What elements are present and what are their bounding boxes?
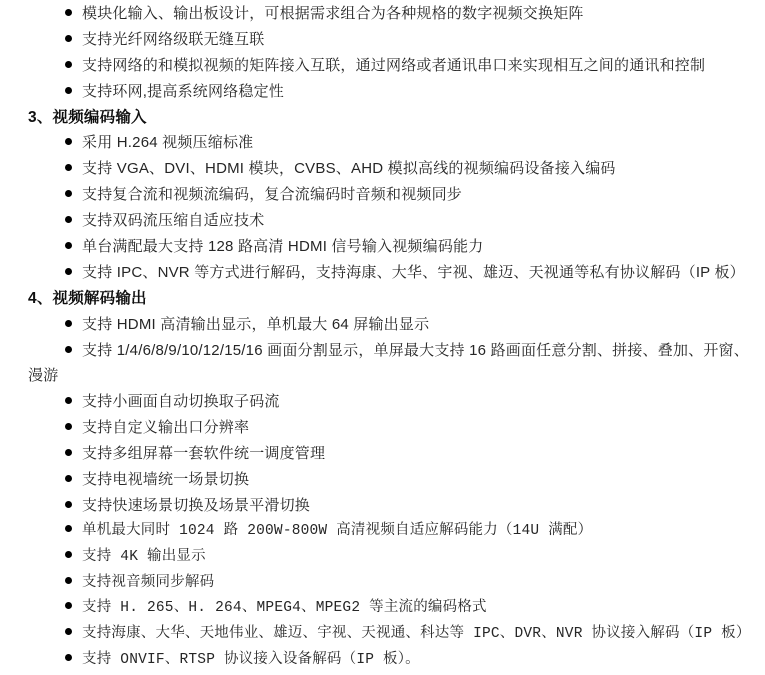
bullet-item (0, 389, 765, 415)
bullet-item (0, 27, 765, 53)
line-text: 支持电视墙统一场景切换 (82, 471, 250, 489)
line-text: 支持网络的和模拟视频的矩阵接入互联，通过网络或者通讯串口来实现相互之间的通讯和控制 (82, 56, 706, 74)
line-text: 漫游 (28, 367, 59, 385)
bullet-icon (65, 87, 72, 94)
bullet-item (0, 338, 765, 364)
bullet-icon (65, 475, 72, 482)
bullet-item (0, 571, 765, 597)
bullet-item (0, 622, 765, 648)
line-text: 支持 HDMI 高清输出显示，单机最大 64 屏输出显示 (82, 315, 430, 333)
bullet-icon (65, 320, 72, 327)
line-text: 支持 4K 输出显示 (82, 548, 206, 565)
line-text: 支持快速场景切换及场景平滑切换 (82, 496, 311, 514)
bullet-icon (65, 577, 72, 584)
bullet-icon (65, 190, 72, 197)
line-text: 单台满配最大支持 128 路高清 HDMI 信号输入视频编码能力 (82, 238, 484, 256)
bullet-item (0, 596, 765, 622)
bullet-icon (65, 242, 72, 249)
line-text: 单机最大同时 1024 路 200W-800W 高清视频自适应解码能力（14U 满配） (82, 522, 593, 539)
bullet-icon (65, 216, 72, 223)
bullet-item (0, 519, 765, 545)
bullet-item (0, 648, 765, 674)
line-text: 支持 H. 265、H. 264、MPEG4、MPEG2 等主流的编码格式 (82, 600, 487, 617)
bullet-icon (65, 268, 72, 275)
bullet-icon (65, 397, 72, 404)
bullet-icon (65, 35, 72, 42)
bullet-item (0, 208, 765, 234)
line-text: 支持复合流和视频流编码，复合流编码时音频和视频同步 (82, 186, 463, 204)
bullet-item (0, 415, 765, 441)
bullet-item (0, 1, 765, 27)
line-text: 支持海康、大华、天地伟业、雄迈、宇视、天视通、科达等 IPC、DVR、NVR 协议接入解码（IP 板） (82, 626, 751, 643)
line-text: 支持多组屏幕一套软件统一调度管理 (82, 445, 326, 463)
bullet-icon (65, 525, 72, 532)
line-text: 支持光纤网络级联无缝互联 (82, 30, 265, 48)
bullet-icon (65, 138, 72, 145)
bullet-item (0, 441, 765, 467)
line-text: 采用 H.264 视频压缩标准 (82, 134, 254, 152)
line-text: 支持 ONVIF、RTSP 协议接入设备解码（IP 板）。 (82, 652, 420, 669)
bullet-icon (65, 346, 72, 353)
document-body (0, 1, 765, 674)
line-text: 支持 VGA、DVI、HDMI 模块，CVBS、AHD 模拟高线的视频编码设备接入编码 (82, 160, 616, 178)
bullet-icon (65, 449, 72, 456)
bullet-item (0, 260, 765, 286)
bullet-item (0, 545, 765, 571)
line-text: 模块化输入、输出板设计，可根据需求组合为各种规格的数字视频交换矩阵 (82, 5, 584, 22)
bullet-item (0, 53, 765, 79)
bullet-item (0, 312, 765, 338)
bullet-icon (65, 423, 72, 430)
bullet-icon (65, 551, 72, 558)
wrapped-text-line (0, 363, 765, 389)
bullet-item (0, 493, 765, 519)
section-heading (0, 286, 765, 312)
line-text: 支持 IPC、NVR 等方式进行解码，支持海康、大华、宇视、雄迈、天视通等私有协议解码（IP 板） (82, 263, 745, 281)
section-heading (0, 105, 765, 131)
bullet-icon (65, 9, 72, 16)
line-text: 支持双码流压缩自适应技术 (82, 212, 265, 230)
bullet-item (0, 79, 765, 105)
line-text: 支持环网,提高系统网络稳定性 (82, 82, 284, 100)
bullet-icon (65, 501, 72, 508)
bullet-icon (65, 628, 72, 635)
bullet-item (0, 156, 765, 182)
bullet-item (0, 130, 765, 156)
bullet-icon (65, 654, 72, 661)
bullet-icon (65, 164, 72, 171)
line-text: 支持自定义输出口分辨率 (82, 419, 250, 437)
bullet-icon (65, 61, 72, 68)
bullet-item (0, 234, 765, 260)
line-text: 支持小画面自动切换取子码流 (82, 393, 280, 411)
line-text: 支持视音频同步解码 (82, 574, 215, 591)
bullet-item (0, 467, 765, 493)
line-text: 支持 1/4/6/8/9/10/12/15/16 画面分割显示，单屏最大支持 16 路画面任意分割、拼接、叠加、开窗、 (82, 341, 749, 359)
line-text: 3、视频编码输入 (28, 108, 147, 126)
line-text: 4、视频解码输出 (28, 289, 147, 307)
bullet-icon (65, 602, 72, 609)
bullet-item (0, 182, 765, 208)
